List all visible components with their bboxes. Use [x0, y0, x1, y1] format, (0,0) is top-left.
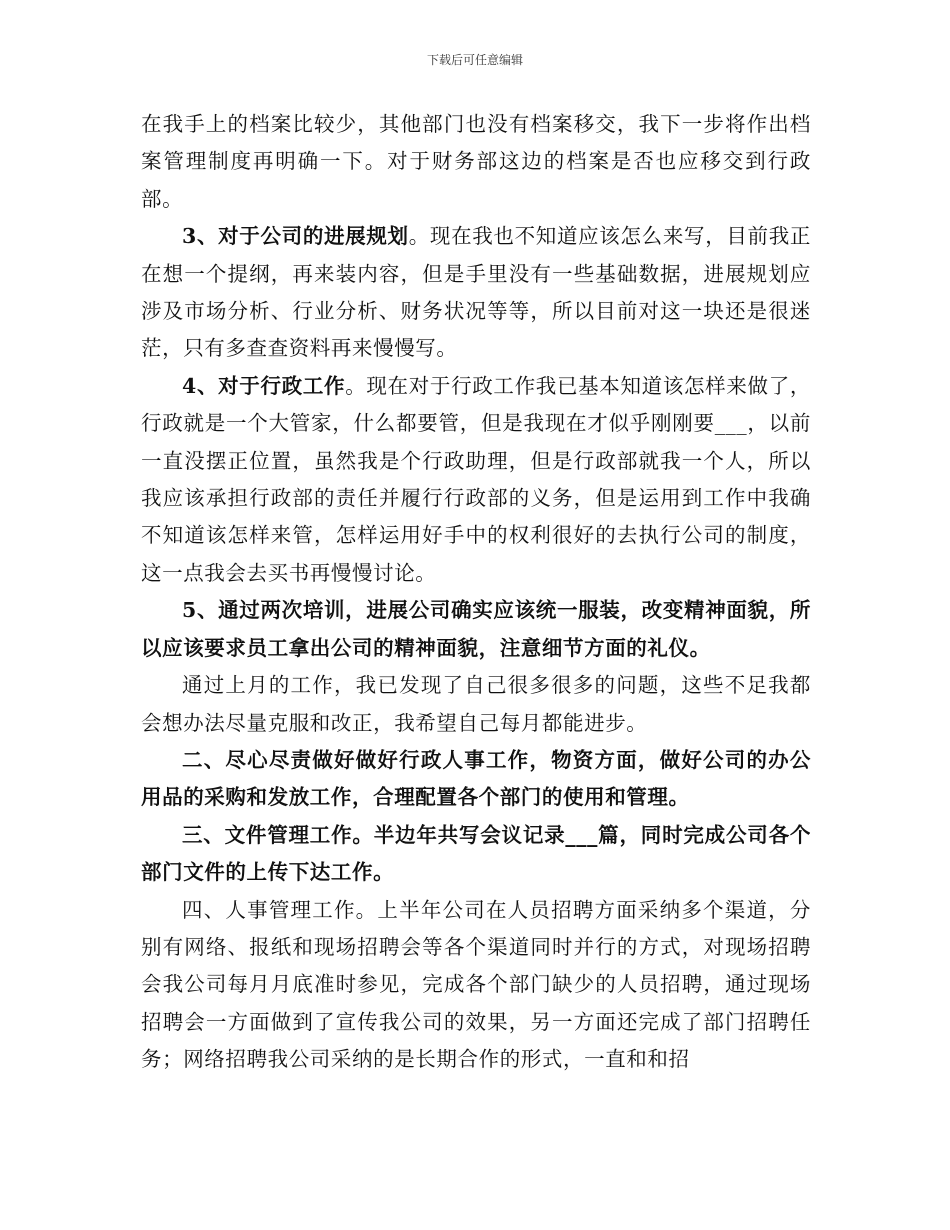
paragraph-archives: 在我手上的档案比较少，其他部门也没有档案移交，我下一步将作出档案管理制度再明确一下。对于财务部这边的档案是否也应移交到行政部。 — [141, 112, 811, 211]
paragraph-self-review: 通过上月的工作，我已发现了自己很多很多的问题，这些不足我都会想办法尽量克服和改正，我希望自己每月都能进步。 — [141, 673, 811, 735]
paragraph-section-two: 二、尽心尽责做好做好行政人事工作，物资方面，做好公司的办公用品的采购和发放工作，合理配置各个部门的使用和管理。 — [141, 747, 811, 810]
heading-admin-work: 4、对于行政工作 — [182, 373, 346, 398]
paragraph-section-four: 四、人事管理工作。上半年公司在人员招聘方面采纳多个渠道，分别有网络、报纸和现场招聘会等各个渠道同时并行的方式，对现场招聘会我公司每月月底准时参见，完成各个部门缺少的人员招聘，通过现场招聘会一方面做到了宣传我公司的效果，另一方面还完成了部门招聘任务；网络招聘我公司采纳的是长期合作的形式，一直和和招 — [141, 897, 811, 1072]
heading-development-plan: 3、对于公司的进展规划 — [182, 224, 409, 249]
text-admin-work: 。现在对于行政工作我已基本知道该怎样来做了，行政就是一个大管家，什么都要管，但是我现在才似乎刚刚要___，以前一直没摆正位置，虽然我是个行政助理，但是行政部就我一个人，所以我应该承担行政部的责任并履行行政部的义务，但是运用到工作中我确不知道该怎样来管，怎样运用好手中的权利很好的去执行公司的制度，这一点我会去买书再慢慢讨论。 — [141, 373, 811, 585]
text-development-plan: 。现在我也不知道应该怎么来写，目前我正在想一个提纲，再来装内容，但是手里没有一些基础数据，进展规划应涉及市场分析、行业分析、财务状况等等，所以目前对这一块还是很迷茫，只有多查查资料再来慢慢写。 — [141, 224, 811, 361]
paragraph-development-plan — [141, 218, 811, 368]
paragraph-training: 5、通过两次培训，进展公司确实应该统一服装，改变精神面貌，所以应该要求员工拿出公司的精神面貌，注意细节方面的礼仪。 — [141, 598, 811, 660]
paragraph-section-three: 三、文件管理工作。半边年共写会议记录___篇，同时完成公司各个部门文件的上传下达工作。 — [141, 822, 811, 885]
paragraph-admin-work — [141, 368, 811, 592]
document-body — [141, 106, 811, 1079]
page-header: 下载后可任意编辑 — [426, 53, 523, 67]
